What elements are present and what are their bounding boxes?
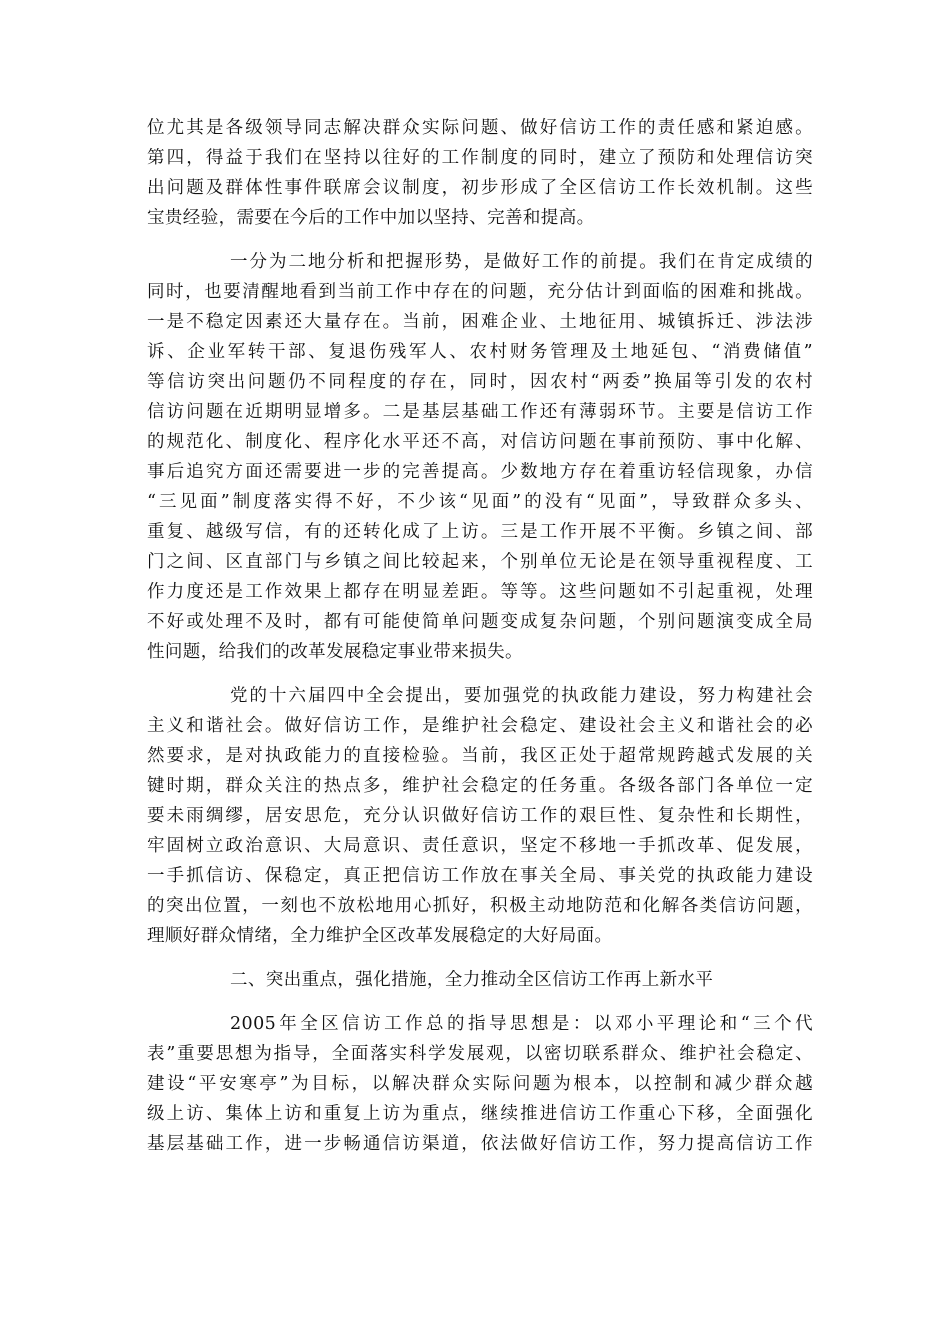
text-line: 重复、越级写信，有的还转化成了上访。三是工作开展不平衡。乡镇之间、部	[147, 522, 813, 542]
text-line: 门之间、区直部门与乡镇之间比较起来，个别单位无论是在领导重视程度、工	[147, 552, 813, 572]
text-line: 出问题及群体性事件联席会议制度，初步形成了全区信访工作长效机制。这些	[147, 178, 813, 198]
document-body	[147, 113, 813, 1159]
text-line: “三见面”制度落实得不好，不少该“见面”的没有“见面”，导致群众多头、	[147, 492, 813, 512]
text-line: 位尤其是各级领导同志解决群众实际问题、做好信访工作的责任感和紧迫感。	[147, 118, 813, 138]
paragraph-1	[147, 113, 813, 233]
text-line: 的突出位置，一刻也不放松地用心抓好，积极主动地防范和化解各类信访问题，	[147, 896, 813, 916]
text-line: 党的十六届四中全会提出，要加强党的执政能力建设，努力构建社会	[230, 686, 813, 706]
text-line: 要未雨绸缪，居安思危，充分认识做好信访工作的艰巨性、复杂性和长期性，	[147, 806, 813, 826]
heading-line: 二、突出重点，强化措施，全力推动全区信访工作再上新水平	[230, 970, 714, 990]
text-line: 键时期，群众关注的热点多，维护社会稳定的任务重。各级各部门各单位一定	[147, 776, 813, 796]
text-line: 同时，也要清醒地看到当前工作中存在的问题，充分估计到面临的困难和挑战。	[147, 282, 813, 302]
text-line: 基层基础工作，进一步畅通信访渠道，依法做好信访工作，努力提高信访工作	[147, 1134, 813, 1154]
text-line: 作力度还是工作效果上都存在明显差距。等等。这些问题如不引起重视，处理	[147, 582, 813, 602]
text-line: 建设“平安寒亭”为目标，以解决群众实际问题为根本，以控制和减少群众越	[147, 1074, 813, 1094]
text-line: 然要求，是对执政能力的直接检验。当前，我区正处于超常规跨越式发展的关	[147, 746, 813, 766]
text-line: 一分为二地分析和把握形势，是做好工作的前提。我们在肯定成绩的	[230, 252, 813, 272]
text-line: 一手抓信访、保稳定，真正把信访工作放在事关全局、事关党的执政能力建设	[147, 866, 813, 886]
text-line: 级上访、集体上访和重复上访为重点，继续推进信访工作重心下移，全面强化	[147, 1104, 813, 1124]
text-line: 表”重要思想为指导，全面落实科学发展观，以密切联系群众、维护社会稳定、	[147, 1044, 813, 1064]
text-line: 诉、企业军转干部、复退伤残军人、农村财务管理及土地延包、“消费储值”	[147, 342, 813, 362]
text-line: 2005年全区信访工作总的指导思想是：以邓小平理论和“三个代	[230, 1014, 813, 1034]
text-line: 宝贵经验，需要在今后的工作中加以坚持、完善和提高。	[147, 208, 595, 228]
paragraph-2	[147, 247, 813, 667]
text-line: 牢固树立政治意识、大局意识、责任意识，坚定不移地一手抓改革、促发展，	[147, 836, 813, 856]
section-heading	[147, 965, 813, 995]
text-line: 主义和谐社会。做好信访工作，是维护社会稳定、建设社会主义和谐社会的必	[147, 716, 813, 736]
text-line: 理顺好群众情绪，全力维护全区改革发展稳定的大好局面。	[147, 926, 613, 946]
text-line: 等信访突出问题仍不同程度的存在，同时，因农村“两委”换届等引发的农村	[147, 372, 813, 392]
text-line: 第四，得益于我们在坚持以往好的工作制度的同时，建立了预防和处理信访突	[147, 148, 813, 168]
text-line: 事后追究方面还需要进一步的完善提高。少数地方存在着重访轻信现象，办信	[147, 462, 813, 482]
text-line: 性问题，给我们的改革发展稳定事业带来损失。	[147, 642, 523, 662]
text-line: 一是不稳定因素还大量存在。当前，困难企业、土地征用、城镇拆迁、涉法涉	[147, 312, 813, 332]
text-line: 信访问题在近期明显增多。二是基层基础工作还有薄弱环节。主要是信访工作	[147, 402, 813, 422]
paragraph-4	[147, 1009, 813, 1159]
paragraph-3	[147, 681, 813, 951]
text-line: 不好或处理不及时，都有可能使简单问题变成复杂问题，个别问题演变成全局	[147, 612, 813, 632]
text-line: 的规范化、制度化、程序化水平还不高，对信访问题在事前预防、事中化解、	[147, 432, 813, 452]
